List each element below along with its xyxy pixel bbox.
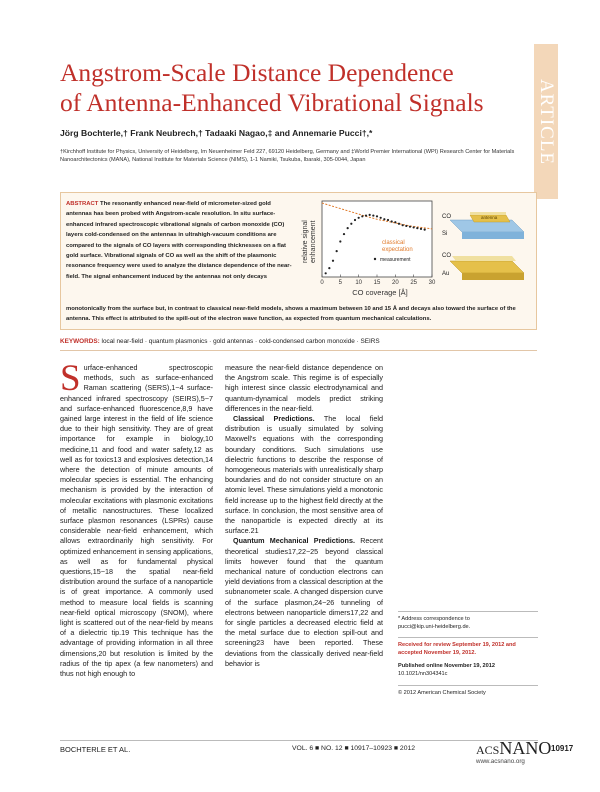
logo-nano: NANO bbox=[499, 738, 552, 758]
measurement-point bbox=[387, 219, 389, 221]
label-si: Si bbox=[442, 231, 448, 237]
x-tick-label: 15 bbox=[373, 280, 381, 286]
x-axis-label: CO coverage [Å] bbox=[352, 288, 408, 297]
measurement-point bbox=[420, 228, 422, 230]
measurement-point bbox=[358, 217, 360, 219]
measurement-point bbox=[391, 220, 393, 222]
measurement-point bbox=[332, 260, 334, 262]
measurement-point bbox=[347, 227, 349, 229]
drop-cap: S bbox=[60, 358, 81, 399]
measurement-point bbox=[339, 240, 341, 242]
col2-paragraph-2: The local field distribution is usually simulated by solving Maxwell's equations with the corresponding boundary conditions. Such simulations use dielectric functions to describe the response of homogeneous materials with unrealistically sharp boundaries and do not consider structure on an atomic level. These simulations yield a monotonic field increase up to the highest field directly at the surface. In conclusion, the most sensitive area of the nanoparticle is expected directly at its surface.21 bbox=[225, 414, 383, 536]
measurement-point bbox=[416, 227, 418, 229]
sidebar-rule-bottom bbox=[398, 685, 538, 686]
title-line-2: of Antenna-Enhanced Vibrational Signals bbox=[60, 88, 484, 117]
measurement-point bbox=[402, 224, 404, 226]
measurement-point bbox=[350, 223, 352, 225]
measurement-point bbox=[380, 217, 382, 219]
measurement-point bbox=[413, 226, 415, 228]
keywords-list: local near-field · quantum plasmonics · gold antennas · cold-condensed carbon monoxide · SEIRS bbox=[101, 338, 380, 345]
measurement-point bbox=[383, 218, 385, 220]
measurement-point bbox=[376, 215, 378, 217]
label-au: Au bbox=[442, 271, 450, 277]
col2-paragraph-1: measure the near-field distance dependence on the Angstrom scale. This regime is of especially high interest since classic electrodynamical and quantum-dynamical models predict striking differences in the near-field. bbox=[225, 363, 383, 413]
keywords-divider bbox=[60, 350, 537, 351]
measurement-point bbox=[325, 272, 327, 274]
body-column-2 bbox=[225, 363, 383, 669]
measurement-point bbox=[336, 250, 338, 252]
received-date: Received for review September 19, 2012 and accepted November 19, 2012. bbox=[398, 642, 516, 656]
article-title bbox=[60, 58, 530, 118]
body-column-1 bbox=[60, 358, 213, 679]
measurement-point bbox=[361, 215, 363, 217]
abstract-body: The resonantly enhanced near-field of micrometer-sized gold antennas has been probed with Angstrom-scale resolution. In situ surface-enhanced infrared spectroscopic vibrational signals of carbon monoxide (CO) layers cold-condensed on the antennas in ultrahigh-vacuum conditions are compared to the signals of CO layers with corresponding thicknesses on a flat gold surface. Vibrational signals of CO as well as the shift of the plasmonic resonance frequency were used to analyze the distance dependence of the near-field. The signal enhancement induced by the antennas not only decays bbox=[66, 201, 292, 280]
x-tick-label: 5 bbox=[338, 280, 343, 286]
heading-quantum: Quantum Mechanical Predictions. bbox=[233, 536, 355, 546]
measurement-point bbox=[405, 225, 407, 227]
col2-paragraph-3: Recent theoretical studies17,22−25 beyond classical limits however found that the quantum mechanical nature of conduction electrons can yield deviations from a classical description at the subnanometer scale. A changed dispersion curve of the surface plasmon,24−26 tunneling of electrons between nanoparticle dimers17,22 and for single particles a decreased electric field at the metal surface due to election spill-out and screening23 have been reported. These deviations from the classically derived near-field behavior is bbox=[225, 536, 383, 668]
footer-rule bbox=[60, 740, 538, 741]
affiliations: †Kirchhoff Institute for Physics, University of Heidelberg, Im Neuenheimer Feld 227, 69120 Heidelberg, Germany and ‡World Premier International (WPI) Research Center for Materials Nanoarchitectonics (MANA), National Institute for Materials Science (NIMS), 1-1 Namiki, Tsukuba, Ibaraki, 305-0044, Japan bbox=[60, 149, 515, 164]
abstract-label: ABSTRACT bbox=[66, 201, 99, 207]
abstract-text bbox=[66, 199, 298, 282]
correspondence-email[interactable]: pucci@kip.uni-heidelberg.de. bbox=[398, 623, 471, 630]
label-antenna: antenna bbox=[481, 215, 498, 220]
measurement-point bbox=[369, 214, 371, 216]
measurement-point bbox=[398, 223, 400, 225]
measurement-point bbox=[328, 267, 330, 269]
measurement-point bbox=[343, 233, 345, 235]
correspondence-label: * Address correspondence to bbox=[398, 616, 470, 622]
journal-url[interactable]: www.acsnano.org bbox=[476, 758, 525, 765]
published-date: Published online November 19, 2012 bbox=[398, 663, 495, 670]
sidebar-rule-top bbox=[398, 611, 538, 612]
sidebar-rule-mid bbox=[398, 637, 538, 638]
label-co-top: CO bbox=[442, 214, 451, 220]
intro-paragraph: urface-enhanced spectroscopic methods, such as surface-enhanced Raman scattering (SERS),1−4 surface-enhanced infrared spectroscopy (SEIRS),5−7 and surface-enhanced fluorescence,8,9 have gained large interest in the field of life science due to their high sensitivity. They are of great importance for example in biology,10 medicine,11 and food and water safety,12 as well as for toxics13 and explosives detection,14 where the detection of minute amounts of molecular species is essential. The enhancing mechanism is provided by the interaction of molecular excitations with plasmonic excitations of metallic nanostructures. These localized surface plasmon resonances (LSPRs) cause considerable near-field enhancement, which allows extraordinarily high sensitivity. For optimized enhancement in sensing applications, as well as for fundamental physical questions,15−18 the spatial near-field distribution around the surface of a nanoparticle is of great importance. A commonly used method to measure local fields is scanning near-field optical microscopy (SNOM), where light is scattered out of the near-field by means of a dielectric tip.19 This technique has the advantage of providing information in all three dimensions,20 but resolution is limited by the radius of the tip apex (a few nanometers) and thus not high enough to bbox=[60, 363, 213, 679]
keywords bbox=[60, 338, 380, 345]
legend-measurement: measurement bbox=[380, 257, 411, 263]
footer-running-author: BOCHTERLE ET AL. bbox=[60, 745, 131, 754]
abstract-continuation: monotonically from the surface but, in contrast to classical near-field models, shows a maximum between 10 and 15 Å and decays also toward the surface of the antenna. This effect is attributed to the spill-out of the electron wave function, as expected from quantum mechanical calculations. bbox=[66, 306, 516, 323]
x-tick-label: 30 bbox=[428, 280, 436, 286]
doi[interactable]: 10.1021/nn304341c bbox=[398, 670, 448, 677]
y-label-1: relative signal bbox=[302, 220, 309, 263]
logo-acs: ACS bbox=[476, 743, 500, 757]
legend-expectation: expectation bbox=[382, 247, 413, 253]
copyright: © 2012 American Chemical Society bbox=[398, 689, 486, 696]
measurement-point bbox=[354, 219, 356, 221]
x-tick-label: 0 bbox=[320, 280, 324, 286]
legend-measurement-marker bbox=[374, 258, 376, 260]
legend-classical: classical bbox=[382, 240, 405, 246]
author-list: Jörg Bochterle,† Frank Neubrech,† Tadaaki Nagao,‡ and Annemarie Pucci†,* bbox=[60, 128, 373, 138]
x-tick-label: 10 bbox=[355, 280, 363, 286]
measurement-point bbox=[424, 229, 426, 231]
x-tick-label: 20 bbox=[391, 280, 399, 286]
heading-classical: Classical Predictions. bbox=[233, 414, 315, 424]
plot-frame bbox=[322, 201, 432, 277]
measurement-point bbox=[365, 214, 367, 216]
footer-volume-info: VOL. 6 ■ NO. 12 ■ 10917–10923 ■ 2012 bbox=[292, 745, 416, 752]
keywords-label: KEYWORDS: bbox=[60, 338, 100, 345]
sidebar-notes bbox=[398, 611, 538, 703]
abstract-graphic bbox=[300, 195, 536, 301]
journal-logo bbox=[476, 738, 551, 759]
label-co-bottom: CO bbox=[442, 253, 451, 259]
title-line-1: Angstrom-Scale Distance Dependence bbox=[60, 58, 454, 87]
measurement-point bbox=[372, 214, 374, 216]
measurement-point bbox=[394, 221, 396, 223]
measurement-point bbox=[409, 226, 411, 228]
page-number: 10917 bbox=[551, 744, 574, 753]
x-tick-label: 25 bbox=[410, 280, 418, 286]
y-label-2: enhancement bbox=[310, 220, 317, 263]
section-tab-label: ARTICLE bbox=[536, 78, 557, 165]
section-tab bbox=[534, 44, 558, 199]
